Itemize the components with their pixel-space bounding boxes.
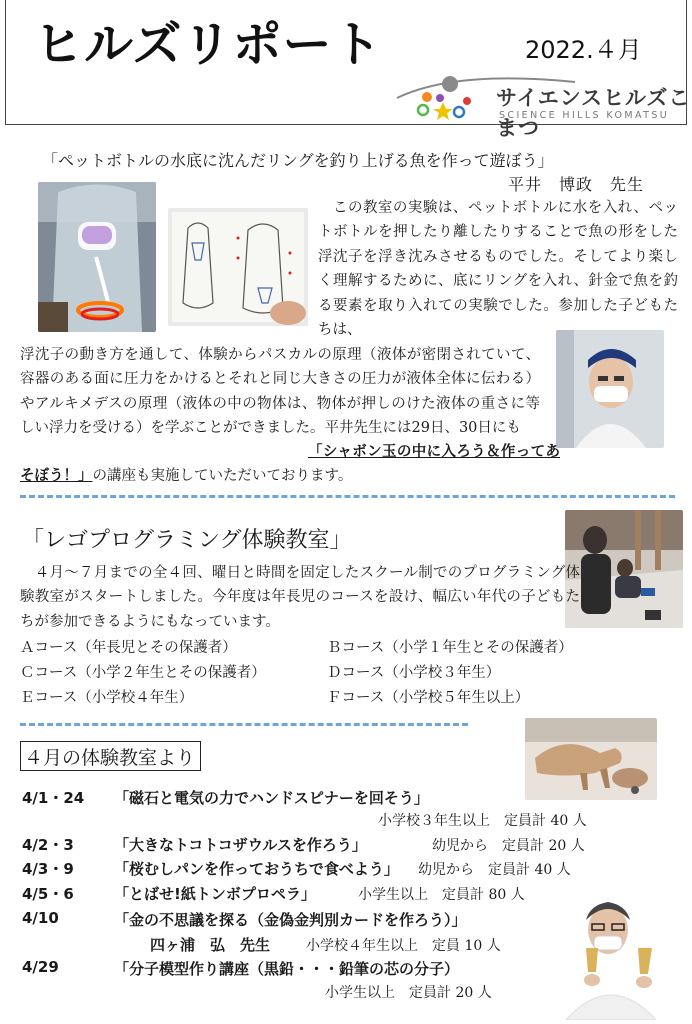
event-4-date: 4/5・6 xyxy=(22,885,74,903)
section-divider-2 xyxy=(20,723,468,726)
photo-teacher-hirai xyxy=(556,330,664,448)
event-3-meta: 幼児から 定員計 40 人 xyxy=(418,862,571,878)
event-5-teacher: 四ヶ浦 弘 先生 xyxy=(150,936,271,954)
event-4-meta: 小学生以上 定員計 80 人 xyxy=(358,887,525,903)
photo-lego-programming xyxy=(565,510,683,628)
photo-bottle-experiment xyxy=(38,182,156,332)
course-b: Ｂコース（小学１年生とその保護者） xyxy=(327,640,573,656)
logo-red-dot xyxy=(463,97,471,105)
logo-orange-dot xyxy=(422,92,432,102)
article1-paragraph-3-tail: の講座も実施していただいております。 xyxy=(92,468,353,485)
event-4-title: 「とばせ!紙トンボプロペラ」 xyxy=(114,885,316,903)
event-2-title: 「大きなトコトコザウルスを作ろう」 xyxy=(114,836,367,854)
event-6-meta: 小学生以上 定員計 20 人 xyxy=(325,985,492,1001)
section-divider-1 xyxy=(20,495,675,498)
logo-blue-ring xyxy=(454,107,464,117)
logo-gray-dot xyxy=(442,76,458,92)
event-5-meta: 小学校４年生以上 定員 10 人 xyxy=(306,938,501,954)
course-d: Ｄコース（小学校３年生） xyxy=(327,665,501,681)
issue-date: 2022.４月 xyxy=(525,36,642,64)
course-e: Ｅコース（小学校４年生） xyxy=(20,690,194,706)
event-1-date: 4/1・24 xyxy=(22,789,85,807)
event-6-title: 「分子模型作り講座（黒鉛・・・鉛筆の芯の分子） xyxy=(114,960,460,978)
article2-title: 「レゴプログラミング体験教室」 xyxy=(22,528,352,553)
course-c: Ｃコース（小学２年生とその保護者） xyxy=(20,665,266,681)
newsletter-title: ヒルズリポート xyxy=(34,16,383,73)
logo-wordmark-jp: サイエンスヒルズこまつ xyxy=(496,86,691,140)
logo-wordmark-en: SCIENCE HILLS KOMATSU xyxy=(499,110,670,121)
shabon-event-link[interactable]: 「シャボン玉の中に入ろう＆作ってあそぼう！」 xyxy=(20,443,560,485)
article1-title: 「ペットボトルの水底に沈んだリングを釣り上げる魚を作って遊ぼう」 xyxy=(42,151,554,170)
event-1-title: 「磁石と電気の力でハンドスピナーを回そう」 xyxy=(114,789,429,807)
event-3-date: 4/3・9 xyxy=(22,860,74,878)
logo-yellow-star xyxy=(433,102,453,120)
course-f: Ｆコース（小学校５年生以上） xyxy=(327,690,530,706)
photo-trokosaurus xyxy=(525,718,657,800)
event-2-date: 4/2・3 xyxy=(22,836,74,854)
article1-paragraph-1: この教室の実験は、ペットボトルに水を入れ、ペットボトルを押したり離したりすることで魚の形をした浮沈子を浮き沈みさせるものでした。そしてより楽しく理解するために、底にリングを入れ、針金で魚を釣る要素を取り入れての実験でした。参加した子どもたちは、 xyxy=(318,200,678,339)
article1-paragraph-3 xyxy=(20,440,560,489)
logo-purple-dot xyxy=(436,94,444,102)
article1-paragraph-2: 浮沈子の動き方を通して、体験からパスカルの原理（液体が密閉されていて、容器のある面に圧力をかけるとそれと同じ大きさの圧力が液体全体に伝わる）やアルキメデスの原理（液体の中の物体は、物体が押しのけた液体の重さに等しい浮力を受ける）を学ぶことができました。平井先生には29日、30日にも xyxy=(20,347,540,437)
event-1-meta: 小学校３年生以上 定員計 40 人 xyxy=(378,813,587,829)
event-2-meta: 幼児から 定員計 20 人 xyxy=(432,838,585,854)
photo-diagram-sketch xyxy=(168,208,308,326)
logo-green-ring xyxy=(418,105,428,115)
event-3-title: 「桜むしパンを作っておうちで食べよう」 xyxy=(114,860,399,878)
article3-title: ４月の体験教室より xyxy=(20,741,201,771)
photo-teacher-shikaura xyxy=(556,890,666,1020)
article2-paragraph: ４月～７月までの全４回、曜日と時間を固定したスクール制でのプログラミング体験教室がスタートしました。今年度は年長児のコースを設け、幅広い年代の子どもたちが参加できるようにもなっています。 xyxy=(20,565,580,630)
header-frame-left xyxy=(5,0,6,124)
course-a: Ａコース（年長児とその保護者） xyxy=(20,640,237,656)
article1-teacher: 平井 博政 先生 xyxy=(508,175,645,194)
event-5-date: 4/10 xyxy=(22,909,59,927)
event-6-date: 4/29 xyxy=(22,958,59,976)
event-5-title: 「金の不思議を探る（金偽金判別カードを作ろう）」 xyxy=(114,911,467,929)
